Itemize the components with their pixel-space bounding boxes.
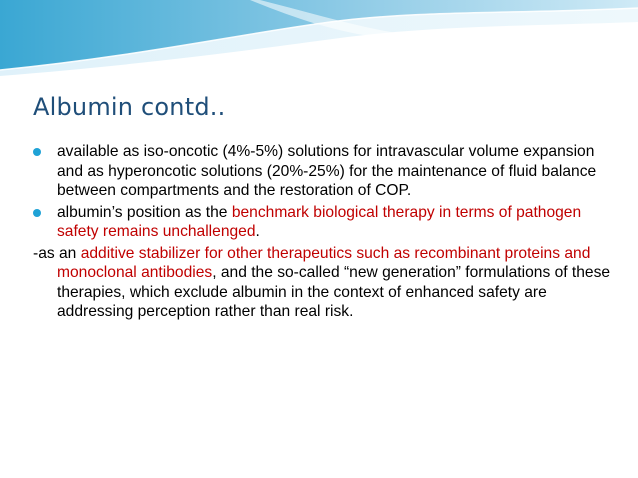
- plain-paragraph: [33, 244, 613, 322]
- bullet-dot-icon: [33, 209, 41, 217]
- body-text: -as an: [33, 244, 81, 262]
- body-text: albumin’s position as the: [57, 203, 232, 221]
- bullet-item: [33, 203, 613, 242]
- header-wave-banner: [0, 0, 638, 80]
- body-text: .: [255, 223, 260, 240]
- bullet-item: [33, 142, 613, 201]
- highlighted-text: additive stabilizer for other therapeutics such as recombinant proteins and monoclonal antibodies: [57, 244, 591, 281]
- bullet-dot-icon: [33, 148, 41, 156]
- slide-title: Albumin contd..: [33, 93, 226, 121]
- highlighted-text: benchmark biological therapy in terms of pathogen safety remains unchallenged: [57, 203, 582, 240]
- body-text: , and the so-called “new generation” formulations of these therapies, which exclude albumin in the context of enhanced safety are addressing perception rather than real risk.: [57, 264, 611, 320]
- body-text: available as iso-oncotic (4%-5%) solutions for intravascular volume expansion and as hyperoncotic solutions (20%-25%) for the maintenance of fluid balance between compartments and the restoration of COP.: [57, 143, 597, 199]
- slide-body: [33, 142, 613, 324]
